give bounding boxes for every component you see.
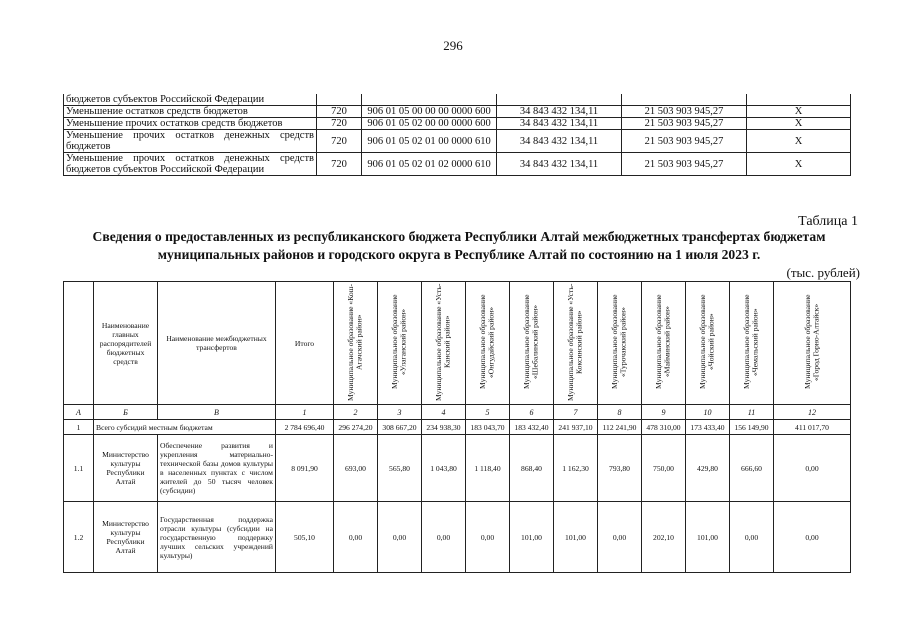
- row-amount-2: 21 503 903 945,27: [622, 130, 747, 153]
- row-name: Уменьшение прочих остатков денежных средств бюджетов субъектов Российской Федерации: [64, 153, 317, 176]
- row-x: X: [747, 153, 851, 176]
- header-municipality-label: Муниципальное образование «Чемальский район»: [742, 294, 760, 390]
- row-transfer: Государственная поддержка отрасли культуры (субсидии на государственную поддержку лучших сельских учреждений культуры): [158, 502, 276, 573]
- row-amount-2: 21 503 903 945,27: [622, 106, 747, 118]
- header-transfer: Наименование межбюджетных трансфертов: [158, 282, 276, 405]
- total-label: Всего субсидий местным бюджетам: [94, 420, 276, 435]
- column-index: 6: [510, 405, 554, 420]
- total-value: 411 017,70: [774, 420, 851, 435]
- header-municipality-label: Муниципальное образование «Майминский район»: [654, 294, 672, 390]
- row-value: 505,10: [276, 502, 334, 573]
- header-municipality: [422, 282, 466, 405]
- row-grbs: Министерство культуры Республики Алтай: [94, 435, 158, 502]
- row-amount-2: [622, 94, 747, 106]
- row-value: 565,80: [378, 435, 422, 502]
- header-municipality-label: Муниципальное образование «Город Горно-Алтайск»: [802, 294, 820, 390]
- total-value: 112 241,90: [598, 420, 642, 435]
- row-value: 1 118,40: [466, 435, 510, 502]
- row-value: 0,00: [334, 502, 378, 573]
- total-value: 308 667,20: [378, 420, 422, 435]
- row-kbk: 906 01 05 02 01 00 0000 610: [362, 130, 497, 153]
- row-kbk: 906 01 05 02 00 00 0000 600: [362, 118, 497, 130]
- row-value: 101,00: [554, 502, 598, 573]
- row-grbs: Министерство культуры Республики Алтай: [94, 502, 158, 573]
- row-value: 202,10: [642, 502, 686, 573]
- table-label: Таблица 1: [798, 214, 858, 229]
- row-code: [317, 94, 362, 106]
- header-municipality: [466, 282, 510, 405]
- header-municipality-label: Муниципальное образование «Усть-Канский район»: [434, 283, 452, 401]
- row-number: 1.1: [64, 435, 94, 502]
- header-municipality: [598, 282, 642, 405]
- header-grbs: Наименование главных распорядителей бюджетных средств: [94, 282, 158, 405]
- row-value: 793,80: [598, 435, 642, 502]
- row-kbk: [362, 94, 497, 106]
- header-municipality: [554, 282, 598, 405]
- row-x: X: [747, 118, 851, 130]
- row-name: бюджетов субъектов Российской Федерации: [64, 94, 317, 106]
- page-number: 296: [443, 38, 463, 53]
- column-index: 10: [686, 405, 730, 420]
- column-index: 4: [422, 405, 466, 420]
- row-amount-1: 34 843 432 134,11: [497, 153, 622, 176]
- row-value: 1 043,80: [422, 435, 466, 502]
- table-title: Сведения о предоставленных из республиканского бюджета Республики Алтай межбюджетных трансфертах бюджетам муниципальных районов и городского округа в Республике Алтай по состоянию на 1 июля 2023 г.: [92, 229, 826, 262]
- header-municipality: [774, 282, 851, 405]
- row-transfer: Обеспечение развития и укрепления материально-технической базы домов культуры в населенных пунктах с числом жителей до 50 тысяч человек (субсидии): [158, 435, 276, 502]
- row-value: 0,00: [598, 502, 642, 573]
- header-municipality: [730, 282, 774, 405]
- column-index: А: [64, 405, 94, 420]
- table-row: [64, 153, 851, 176]
- row-number: 1: [64, 420, 94, 435]
- column-index: 12: [774, 405, 851, 420]
- header-municipality: [642, 282, 686, 405]
- header-municipality-label: Муниципальное образование «Шебалинский район»: [522, 294, 540, 390]
- row-value: 101,00: [510, 502, 554, 573]
- total-value: 241 937,10: [554, 420, 598, 435]
- column-index: Б: [94, 405, 158, 420]
- row-value: 101,00: [686, 502, 730, 573]
- row-value: 868,40: [510, 435, 554, 502]
- header-municipality: [378, 282, 422, 405]
- table-row: [64, 502, 851, 573]
- row-name: Уменьшение прочих остатков средств бюджетов: [64, 118, 317, 130]
- column-index: 11: [730, 405, 774, 420]
- row-amount-1: 34 843 432 134,11: [497, 106, 622, 118]
- row-x: X: [747, 130, 851, 153]
- row-value: 0,00: [774, 435, 851, 502]
- column-index: 8: [598, 405, 642, 420]
- header-municipality-label: Муниципальное образование «Турочакский район»: [610, 294, 628, 390]
- transfers-table: [63, 281, 851, 573]
- header-municipality-label: Муниципальное образование «Улаганский район»: [390, 294, 408, 390]
- header-municipality-label: Муниципальное образование «Онгудайский район»: [478, 294, 496, 390]
- row-value: 0,00: [466, 502, 510, 573]
- row-name: Уменьшение остатков средств бюджетов: [64, 106, 317, 118]
- row-number: 1.2: [64, 502, 94, 573]
- column-index: В: [158, 405, 276, 420]
- header-municipality-label: Муниципальное образование «Чойский район»: [698, 294, 716, 390]
- total-value: 296 274,20: [334, 420, 378, 435]
- column-index: 7: [554, 405, 598, 420]
- row-value: 693,00: [334, 435, 378, 502]
- total-value: 183 043,70: [466, 420, 510, 435]
- table-row: [64, 106, 851, 118]
- row-value: 666,60: [730, 435, 774, 502]
- header-total: Итого: [276, 282, 334, 405]
- row-kbk: 906 01 05 02 01 02 0000 610: [362, 153, 497, 176]
- total-value: 234 938,30: [422, 420, 466, 435]
- total-value: 173 433,40: [686, 420, 730, 435]
- table-row: [64, 118, 851, 130]
- column-index: 1: [276, 405, 334, 420]
- column-index: 2: [334, 405, 378, 420]
- total-value: 478 310,00: [642, 420, 686, 435]
- row-amount-1: [497, 94, 622, 106]
- header-municipality: [510, 282, 554, 405]
- header-municipality: [686, 282, 730, 405]
- header-municipality: [334, 282, 378, 405]
- table-row: [64, 435, 851, 502]
- header-a: [64, 282, 94, 405]
- row-amount-2: 21 503 903 945,27: [622, 153, 747, 176]
- row-x: [747, 94, 851, 106]
- row-value: 0,00: [730, 502, 774, 573]
- unit-label: (тыс. рублей): [786, 265, 860, 280]
- row-code: 720: [317, 106, 362, 118]
- row-kbk: 906 01 05 00 00 00 0000 600: [362, 106, 497, 118]
- row-name: Уменьшение прочих остатков денежных средств бюджетов: [64, 130, 317, 153]
- row-amount-1: 34 843 432 134,11: [497, 130, 622, 153]
- sources-financing-table: [63, 94, 851, 176]
- row-code: 720: [317, 118, 362, 130]
- row-code: 720: [317, 153, 362, 176]
- row-value: 0,00: [422, 502, 466, 573]
- row-value: 750,00: [642, 435, 686, 502]
- total-value: 2 784 696,40: [276, 420, 334, 435]
- column-index-row: [64, 405, 851, 420]
- total-row: [64, 420, 851, 435]
- row-value: 8 091,90: [276, 435, 334, 502]
- row-value: 0,00: [774, 502, 851, 573]
- column-index: 9: [642, 405, 686, 420]
- row-value: 429,80: [686, 435, 730, 502]
- total-value: 156 149,90: [730, 420, 774, 435]
- row-value: 1 162,30: [554, 435, 598, 502]
- table-row: [64, 130, 851, 153]
- column-index: 3: [378, 405, 422, 420]
- header-row: [64, 282, 851, 405]
- row-x: X: [747, 106, 851, 118]
- header-municipality-label: Муниципальное образование «Усть-Коксинский район»: [566, 283, 584, 401]
- row-value: 0,00: [378, 502, 422, 573]
- column-index: 5: [466, 405, 510, 420]
- row-code: 720: [317, 130, 362, 153]
- header-municipality-label: Муниципальное образование «Кош-Агачский район»: [346, 283, 364, 401]
- total-value: 183 432,40: [510, 420, 554, 435]
- table-row: [64, 94, 851, 106]
- row-amount-1: 34 843 432 134,11: [497, 118, 622, 130]
- row-amount-2: 21 503 903 945,27: [622, 118, 747, 130]
